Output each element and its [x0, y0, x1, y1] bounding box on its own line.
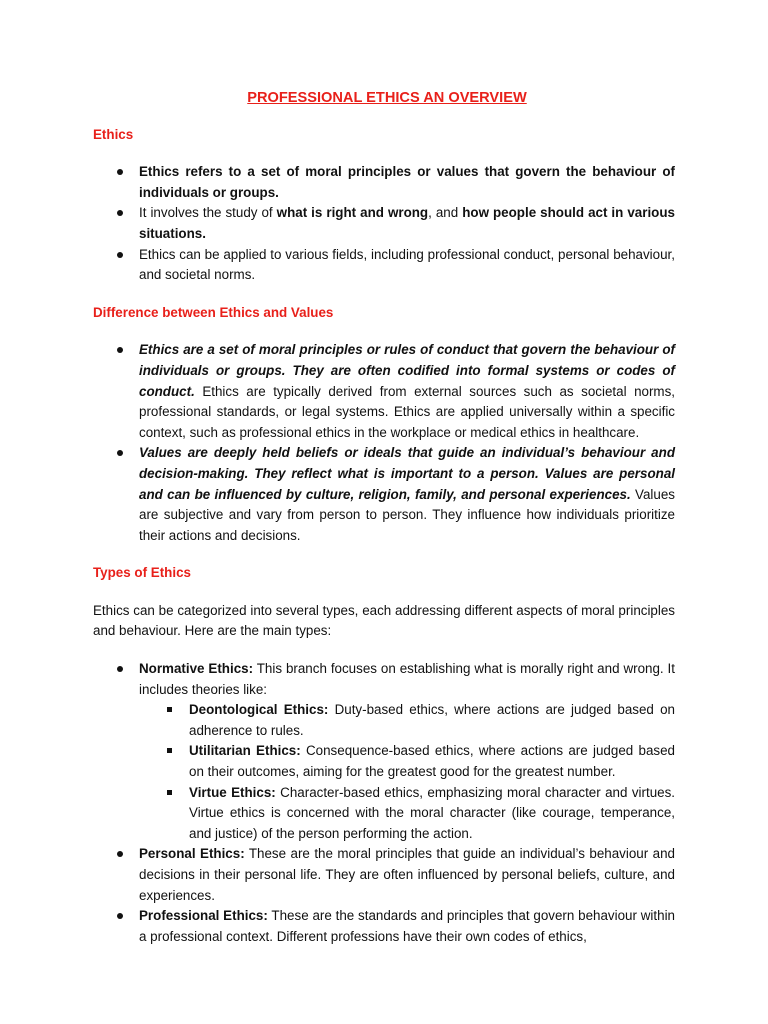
section-heading-types: Types of Ethics [93, 565, 191, 581]
list-item [93, 203, 675, 244]
sublist-item [93, 741, 675, 782]
text: It involves the study of [139, 205, 277, 221]
text: These are the moral principles that guide an individual’s behaviour and decisions in their personal life. They are often influenced by personal beliefs, culture, and experiences. [139, 846, 675, 903]
list-item [93, 659, 675, 844]
difference-list [93, 340, 675, 546]
list-item [93, 844, 675, 906]
bold-text: Professional Ethics: [139, 908, 268, 924]
bold-italic-text: Values are deeply held beliefs or ideals that guide an individual’s behaviour and decision-making. They reflect what is important to a person. Values are personal and can be influenced by culture, religion, family, and personal experiences. [139, 445, 675, 502]
text: This branch focuses on establishing what is morally right and wrong. It includes theories like: [139, 661, 675, 697]
bold-italic-text: Ethics are a set of moral principles or rules of conduct that govern the behaviour of individuals or groups. They are often codified into formal systems or codes of conduct. [139, 342, 675, 399]
bold-text: what is right and wrong [276, 205, 429, 221]
document-title: PROFESSIONAL ETHICS AN OVERVIEW [247, 90, 527, 106]
types-intro: Ethics can be categorized into several types, each addressing different aspects of moral principles and behaviour. Here are the main types: [93, 602, 675, 639]
bold-text: Ethics refers to a set of moral principles or values that govern the behaviour of individuals or groups. [139, 164, 675, 200]
text: Ethics are typically derived from external sources such as societal norms, professional standards, or legal systems. Ethics are applied universally within a specific context, such as professional ethics in the workplace or medical ethics in healthcare. [139, 383, 675, 440]
list-item [93, 340, 675, 443]
ethics-list [93, 162, 675, 286]
list-item [93, 443, 675, 546]
sublist-item [93, 700, 675, 741]
text: , and [428, 205, 463, 221]
text: Duty-based ethics, where actions are judged based on adherence to rules. [189, 702, 675, 738]
list-item [93, 245, 675, 286]
bold-text: Deontological Ethics: [189, 702, 329, 718]
bold-text: Utilitarian Ethics: [189, 743, 301, 759]
list-item [93, 906, 675, 947]
text: Values are subjective and vary from person to person. They influence how individuals prioritize their actions and decisions. [139, 486, 675, 543]
types-list [93, 659, 675, 947]
normative-sublist [139, 700, 675, 844]
list-item [93, 162, 675, 203]
bold-text: Virtue Ethics: [189, 784, 276, 800]
bold-text: Personal Ethics: [139, 846, 245, 862]
text: Character-based ethics, emphasizing moral character and virtues. Virtue ethics is concerned with the moral character (like courage, temperance, and justice) of the person performing the action. [189, 784, 675, 841]
section-heading-ethics: Ethics [93, 126, 134, 142]
text: Ethics can be applied to various fields, including professional conduct, personal behaviour, and societal norms. [139, 246, 675, 283]
section-heading-difference: Difference between Ethics and Values [93, 304, 334, 320]
sublist-item [93, 783, 675, 845]
document-content [93, 88, 675, 947]
bold-text: how people should act in various situations. [139, 205, 675, 241]
text: Consequence-based ethics, where actions are judged based on their outcomes, aiming for the greatest good for the greatest number. [189, 743, 675, 780]
text: These are the standards and principles that govern behaviour within a professional context. Different professions have their own codes of ethics, [139, 908, 675, 944]
bold-text: Normative Ethics: [139, 661, 254, 677]
